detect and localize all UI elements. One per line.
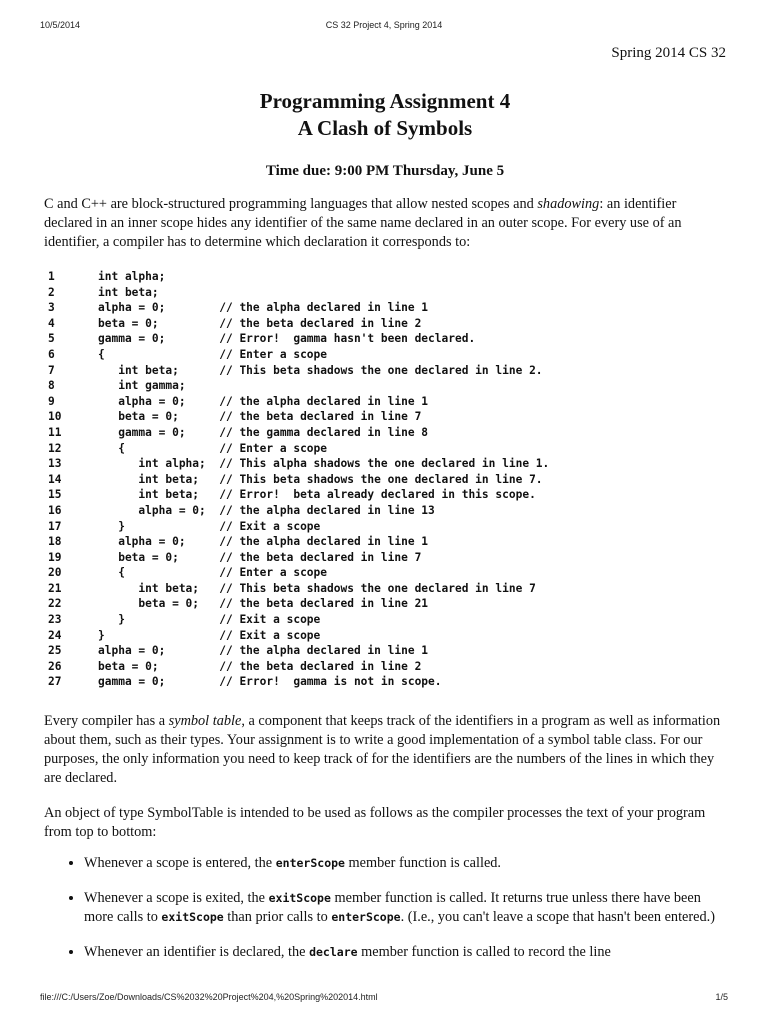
para2-text-b: , a component that keeps track of the identifiers in a program as well as information about them, such as their types. Your assignment is to write a good implementation of a symbol table class. For our purposes, the only information you need to keep track of for the identifiers are the numbers of the lines in which they are declared. [44, 713, 721, 787]
b2-text-a: Whenever a scope is exited, the [84, 890, 269, 907]
b3-text-a: Whenever an identifier is declared, the [84, 944, 310, 961]
code-line [44, 487, 726, 503]
code-line [44, 316, 726, 332]
code-line [44, 643, 726, 659]
code-line [44, 628, 726, 644]
line-number: 16 [48, 503, 62, 517]
line-number: 19 [48, 550, 62, 564]
code-text: beta = 0; // the beta declared in line 7 [98, 410, 422, 424]
code-line [44, 534, 726, 550]
list-item [84, 943, 726, 962]
code-line [44, 581, 726, 597]
file-url: file:///C:/Users/Zoe/Downloads/CS%2032%20Project%204,%20Spring%202014.html [40, 992, 378, 1002]
intro-emphasis: shadowing [537, 196, 600, 212]
code-line [44, 363, 726, 379]
code-line [44, 300, 726, 316]
code-text: } // Exit a scope [98, 519, 321, 533]
code-text: int alpha; // This alpha shadows the one declared in line 1. [98, 457, 550, 471]
b2-text-b: member function is called. It returns true unless there have been more calls to [84, 890, 701, 926]
para2-text-a: Every compiler has a [44, 713, 169, 730]
b2-text-c: than prior calls to [223, 909, 332, 926]
print-date: 10/5/2014 [40, 20, 81, 30]
declare-code: declare [309, 945, 358, 960]
line-number: 18 [48, 535, 62, 549]
line-number: 21 [48, 581, 62, 595]
code-text: gamma = 0; // Error! gamma hasn't been declared. [98, 332, 476, 346]
para2-emphasis: symbol table [168, 713, 242, 730]
line-number: 22 [48, 597, 62, 611]
code-text: beta = 0; // the beta declared in line 2 [98, 316, 422, 330]
line-number: 15 [48, 488, 62, 502]
code-text: int beta; // This beta shadows the one declared in line 7. [98, 472, 543, 486]
code-line [44, 378, 726, 394]
code-text: int beta; // This beta shadows the one declared in line 2. [98, 363, 543, 377]
line-number: 4 [48, 316, 55, 330]
line-number: 13 [48, 457, 62, 471]
line-number: 2 [48, 285, 55, 299]
line-number: 1 [48, 270, 55, 283]
list-item [84, 889, 726, 927]
code-text: beta = 0; // the beta declared in line 7 [98, 550, 422, 564]
exitscope-code: exitScope [268, 891, 331, 906]
code-text: gamma = 0; // the gamma declared in line 8 [98, 425, 429, 439]
intro-text-b: : an identifier declared in an inner scope hides any identifier of the same name declared in an outer scope. For every use of an identifier, a compiler has to determine which declaration it corresponds to: [44, 196, 682, 250]
code-text: gamma = 0; // Error! gamma is not in scope. [98, 675, 442, 689]
b1-text-a: Whenever a scope is entered, the [84, 855, 276, 872]
page-number: 1/5 [715, 992, 728, 1002]
code-text: int beta; // Error! beta already declared in this scope. [98, 488, 536, 502]
list-item [84, 854, 726, 873]
code-line [44, 503, 726, 519]
code-line [44, 596, 726, 612]
line-number: 20 [48, 566, 62, 580]
code-text: alpha = 0; // the alpha declared in line 13 [98, 503, 435, 517]
code-line [44, 565, 726, 581]
code-text: { // Enter a scope [98, 566, 328, 580]
code-line [44, 347, 726, 363]
line-number: 26 [48, 659, 62, 673]
code-line [44, 425, 726, 441]
code-text: { // Enter a scope [98, 347, 328, 361]
code-text: alpha = 0; // the alpha declared in line 1 [98, 644, 429, 658]
line-number: 12 [48, 441, 62, 455]
symbol-table-paragraph [44, 712, 726, 788]
code-line [44, 612, 726, 628]
usage-paragraph: An object of type SymbolTable is intended to be used as follows as the compiler processes the text of your program from top to bottom: [44, 805, 706, 841]
assignment-subtitle: A Clash of Symbols [297, 116, 473, 140]
code-text: beta = 0; // the beta declared in line 2 [98, 659, 422, 673]
code-line [44, 441, 726, 457]
code-text: { // Enter a scope [98, 441, 328, 455]
code-text: int beta; [98, 285, 159, 299]
page-title [44, 88, 726, 142]
line-number: 8 [48, 379, 55, 393]
print-header [0, 0, 768, 36]
code-line [44, 331, 726, 347]
code-text: alpha = 0; // the alpha declared in line 1 [98, 301, 429, 315]
due-date: Time due: 9:00 PM Thursday, June 5 [265, 163, 505, 179]
code-text: alpha = 0; // the alpha declared in line 1 [98, 535, 429, 549]
code-line [44, 519, 726, 535]
course-label: Spring 2014 CS 32 [611, 45, 726, 61]
print-footer [0, 992, 768, 1016]
b1-text-b: member function is called. [344, 855, 502, 872]
line-number: 27 [48, 675, 62, 689]
line-number: 6 [48, 347, 55, 361]
code-line [44, 285, 726, 301]
assignment-title: Programming Assignment 4 [259, 89, 511, 113]
code-text: beta = 0; // the beta declared in line 21 [98, 597, 429, 611]
line-number: 7 [48, 363, 55, 377]
code-line [44, 550, 726, 566]
line-number: 17 [48, 519, 62, 533]
enterscope-code: enterScope [275, 856, 345, 871]
code-text: alpha = 0; // the alpha declared in line 1 [98, 394, 429, 408]
print-title: CS 32 Project 4, Spring 2014 [325, 20, 443, 30]
line-number: 25 [48, 644, 62, 658]
enterscope-code: enterScope [331, 910, 401, 925]
code-text: int alpha; [98, 270, 166, 283]
code-text: } // Exit a scope [98, 628, 321, 642]
code-text: } // Exit a scope [98, 613, 321, 627]
code-line [44, 394, 726, 410]
code-line [44, 659, 726, 675]
line-number: 11 [48, 425, 62, 439]
line-number: 10 [48, 410, 62, 424]
code-line [44, 269, 726, 285]
code-text: int beta; // This beta shadows the one declared in line 7 [98, 581, 536, 595]
intro-text-a: C and C++ are block-structured programming languages that allow nested scopes and [44, 196, 538, 212]
code-line [44, 472, 726, 488]
b3-text-b: member function is called to record the line [357, 944, 611, 961]
code-listing [44, 269, 726, 690]
intro-paragraph [44, 195, 726, 252]
code-line [44, 674, 726, 690]
line-number: 14 [48, 472, 62, 486]
b2-text-d: . (I.e., you can't leave a scope that hasn't been entered.) [400, 909, 715, 926]
code-line [44, 409, 726, 425]
line-number: 23 [48, 613, 62, 627]
code-line [44, 456, 726, 472]
document-body [44, 40, 726, 978]
exitscope-code: exitScope [161, 910, 224, 925]
line-number: 3 [48, 301, 55, 315]
line-number: 5 [48, 332, 55, 346]
line-number: 24 [48, 628, 62, 642]
code-text: int gamma; [98, 379, 186, 393]
usage-list [44, 854, 726, 962]
line-number: 9 [48, 394, 55, 408]
